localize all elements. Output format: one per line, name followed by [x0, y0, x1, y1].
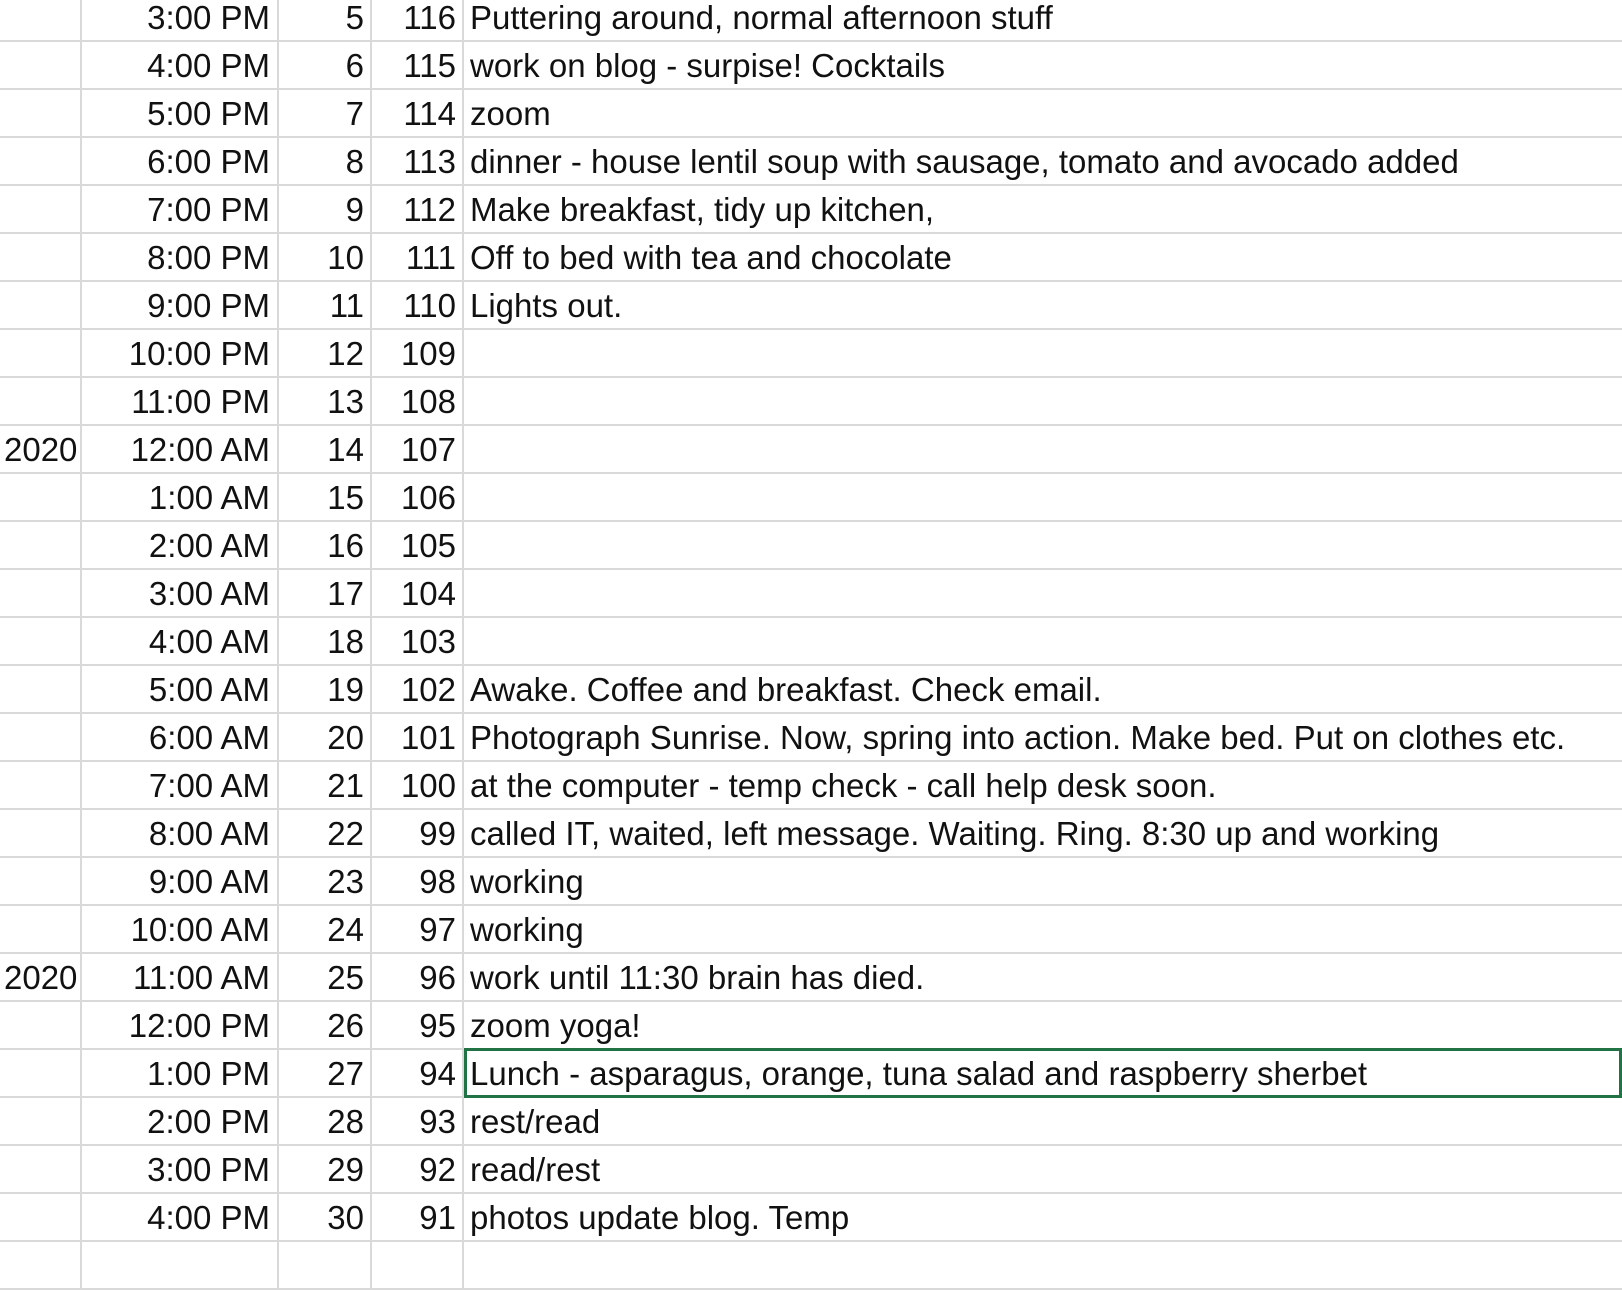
time-cell[interactable]: 5:00 AM	[82, 666, 279, 712]
year-cell[interactable]	[0, 570, 82, 616]
time-cell[interactable]: 4:00 PM	[82, 1194, 279, 1240]
time-cell[interactable]: 12:00 AM	[82, 426, 279, 472]
countdown-cell[interactable]: 101	[372, 714, 464, 760]
table-row	[0, 282, 1622, 330]
count-cell[interactable]: 10	[279, 234, 372, 280]
year-cell[interactable]	[0, 666, 82, 712]
table-row	[0, 1002, 1622, 1050]
time-cell[interactable]: 11:00 AM	[82, 954, 279, 1000]
countdown-cell[interactable]: 111	[372, 234, 464, 280]
year-cell[interactable]	[0, 522, 82, 568]
time-cell[interactable]: 6:00 PM	[82, 138, 279, 184]
table-row	[0, 378, 1622, 426]
count-cell[interactable]: 22	[279, 810, 372, 856]
year-cell[interactable]	[0, 0, 82, 40]
time-cell[interactable]: 4:00 PM	[82, 42, 279, 88]
note-cell[interactable]	[464, 1242, 1622, 1288]
count-cell[interactable]: 26	[279, 1002, 372, 1048]
table-row	[0, 1242, 1622, 1290]
year-cell[interactable]	[0, 42, 82, 88]
count-cell[interactable]: 21	[279, 762, 372, 808]
count-cell[interactable]: 11	[279, 282, 372, 328]
year-cell[interactable]	[0, 858, 82, 904]
table-row	[0, 0, 1622, 42]
count-cell[interactable]: 28	[279, 1098, 372, 1144]
time-cell[interactable]: 5:00 PM	[82, 90, 279, 136]
countdown-cell[interactable]: 103	[372, 618, 464, 664]
table-row	[0, 1098, 1622, 1146]
table-row	[0, 138, 1622, 186]
count-cell[interactable]: 30	[279, 1194, 372, 1240]
table-row	[0, 762, 1622, 810]
time-cell[interactable]: 12:00 PM	[82, 1002, 279, 1048]
countdown-cell[interactable]: 97	[372, 906, 464, 952]
table-row	[0, 714, 1622, 762]
note-cell[interactable]: read/rest	[470, 1151, 601, 1188]
count-cell[interactable]: 8	[279, 138, 372, 184]
note-cell[interactable]: dinner - house lentil soup with sausage, tomato and avocado added	[470, 143, 1459, 180]
year-cell[interactable]	[0, 906, 82, 952]
time-cell[interactable]: 9:00 PM	[82, 282, 279, 328]
count-cell[interactable]: 23	[279, 858, 372, 904]
time-cell[interactable]: 6:00 AM	[82, 714, 279, 760]
count-cell[interactable]: 29	[279, 1146, 372, 1192]
time-cell[interactable]	[82, 1242, 279, 1288]
note-cell[interactable]: working	[470, 863, 584, 900]
countdown-cell[interactable]: 96	[372, 954, 464, 1000]
count-cell[interactable]: 20	[279, 714, 372, 760]
count-cell[interactable]: 6	[279, 42, 372, 88]
note-cell[interactable]: working	[470, 911, 584, 948]
table-row	[0, 522, 1622, 570]
countdown-cell[interactable]: 115	[372, 42, 464, 88]
note-cell[interactable]: Puttering around, normal afternoon stuff	[470, 0, 1053, 36]
note-cell[interactable]	[464, 522, 1622, 568]
count-cell[interactable]	[279, 1242, 372, 1288]
table-row	[0, 330, 1622, 378]
year-cell[interactable]	[0, 474, 82, 520]
year-cell[interactable]	[0, 1194, 82, 1240]
count-cell[interactable]: 7	[279, 90, 372, 136]
year-cell[interactable]	[0, 810, 82, 856]
note-cell[interactable]: zoom yoga!	[470, 1007, 641, 1044]
time-cell[interactable]: 7:00 PM	[82, 186, 279, 232]
year-cell[interactable]: 2020	[0, 426, 82, 472]
year-cell[interactable]	[0, 618, 82, 664]
time-cell[interactable]: 1:00 PM	[82, 1050, 279, 1096]
time-cell[interactable]: 4:00 AM	[82, 618, 279, 664]
time-cell[interactable]: 1:00 AM	[82, 474, 279, 520]
countdown-cell[interactable]: 98	[372, 858, 464, 904]
countdown-cell[interactable]: 109	[372, 330, 464, 376]
count-cell[interactable]: 5	[279, 0, 372, 40]
table-row	[0, 954, 1622, 1002]
year-cell[interactable]	[0, 186, 82, 232]
countdown-cell[interactable]: 105	[372, 522, 464, 568]
countdown-cell[interactable]	[372, 1242, 464, 1288]
table-row	[0, 186, 1622, 234]
note-cell[interactable]: Make breakfast, tidy up kitchen,	[470, 191, 935, 228]
note-cell[interactable]	[464, 426, 1622, 472]
note-cell[interactable]: at the computer - temp check - call help desk soon.	[470, 767, 1217, 804]
count-cell[interactable]: 24	[279, 906, 372, 952]
table-row	[0, 810, 1622, 858]
time-cell[interactable]: 10:00 AM	[82, 906, 279, 952]
note-cell[interactable]: photos update blog. Temp	[470, 1199, 850, 1236]
note-cell[interactable]: Awake. Coffee and breakfast. Check email.	[470, 671, 1102, 708]
year-cell[interactable]	[0, 282, 82, 328]
table-row	[0, 90, 1622, 138]
count-cell[interactable]: 27	[279, 1050, 372, 1096]
count-cell[interactable]: 17	[279, 570, 372, 616]
countdown-cell[interactable]: 100	[372, 762, 464, 808]
note-cell[interactable]: Lunch - asparagus, orange, tuna salad and raspberry sherbet	[470, 1055, 1368, 1092]
countdown-cell[interactable]: 102	[372, 666, 464, 712]
count-cell[interactable]: 16	[279, 522, 372, 568]
year-cell[interactable]	[0, 1242, 82, 1288]
time-cell[interactable]: 9:00 AM	[82, 858, 279, 904]
count-cell[interactable]: 15	[279, 474, 372, 520]
year-cell[interactable]	[0, 714, 82, 760]
table-row	[0, 1146, 1622, 1194]
table-row	[0, 570, 1622, 618]
countdown-cell[interactable]: 106	[372, 474, 464, 520]
note-cell[interactable]: zoom	[470, 95, 551, 132]
table-row	[0, 474, 1622, 522]
note-cell[interactable]	[464, 618, 1622, 664]
countdown-cell[interactable]: 112	[372, 186, 464, 232]
countdown-cell[interactable]: 104	[372, 570, 464, 616]
count-cell[interactable]: 9	[279, 186, 372, 232]
count-cell[interactable]: 12	[279, 330, 372, 376]
countdown-cell[interactable]: 113	[372, 138, 464, 184]
countdown-cell[interactable]: 99	[372, 810, 464, 856]
note-cell[interactable]	[464, 330, 1622, 376]
time-cell[interactable]: 2:00 PM	[82, 1098, 279, 1144]
count-cell[interactable]: 19	[279, 666, 372, 712]
table-row	[0, 858, 1622, 906]
countdown-cell[interactable]: 108	[372, 378, 464, 424]
count-cell[interactable]: 13	[279, 378, 372, 424]
table-row	[0, 666, 1622, 714]
countdown-cell[interactable]: 116	[372, 0, 464, 40]
count-cell[interactable]: 14	[279, 426, 372, 472]
note-cell[interactable]: Photograph Sunrise. Now, spring into action. Make bed. Put on clothes etc.	[470, 719, 1566, 756]
countdown-cell[interactable]: 95	[372, 1002, 464, 1048]
year-cell[interactable]	[0, 1002, 82, 1048]
countdown-cell[interactable]: 91	[372, 1194, 464, 1240]
table-row	[0, 906, 1622, 954]
table-row	[0, 1194, 1622, 1242]
countdown-cell[interactable]: 94	[372, 1050, 464, 1096]
note-cell[interactable]: called IT, waited, left message. Waiting. Ring. 8:30 up and working	[470, 815, 1440, 852]
time-cell[interactable]: 10:00 PM	[82, 330, 279, 376]
count-cell[interactable]: 18	[279, 618, 372, 664]
note-cell[interactable]: Off to bed with tea and chocolate	[470, 239, 952, 276]
countdown-cell[interactable]: 93	[372, 1098, 464, 1144]
table-row	[0, 234, 1622, 282]
table-row	[0, 426, 1622, 474]
time-cell[interactable]: 8:00 AM	[82, 810, 279, 856]
note-cell[interactable]	[464, 570, 1622, 616]
countdown-cell[interactable]: 110	[372, 282, 464, 328]
countdown-cell[interactable]: 107	[372, 426, 464, 472]
table-row	[0, 1050, 1622, 1098]
year-cell[interactable]	[0, 330, 82, 376]
note-cell[interactable]: work until 11:30 brain has died.	[470, 959, 925, 996]
note-cell[interactable]: rest/read	[470, 1103, 601, 1140]
year-cell[interactable]	[0, 1146, 82, 1192]
note-cell[interactable]	[464, 378, 1622, 424]
countdown-cell[interactable]: 114	[372, 90, 464, 136]
time-cell[interactable]: 3:00 PM	[82, 0, 279, 40]
time-cell[interactable]: 3:00 AM	[82, 570, 279, 616]
year-cell[interactable]	[0, 1050, 82, 1096]
year-cell[interactable]	[0, 90, 82, 136]
time-cell[interactable]: 3:00 PM	[82, 1146, 279, 1192]
year-cell[interactable]	[0, 378, 82, 424]
count-cell[interactable]: 25	[279, 954, 372, 1000]
time-cell[interactable]: 7:00 AM	[82, 762, 279, 808]
table-row	[0, 42, 1622, 90]
year-cell[interactable]: 2020	[0, 954, 82, 1000]
note-cell[interactable]	[464, 474, 1622, 520]
note-cell[interactable]: Lights out.	[470, 287, 623, 324]
note-cell[interactable]: work on blog - surpise! Cocktails	[470, 47, 946, 84]
time-cell[interactable]: 2:00 AM	[82, 522, 279, 568]
table-row	[0, 618, 1622, 666]
year-cell[interactable]	[0, 138, 82, 184]
time-cell[interactable]: 8:00 PM	[82, 234, 279, 280]
countdown-cell[interactable]: 92	[372, 1146, 464, 1192]
year-cell[interactable]	[0, 762, 82, 808]
year-cell[interactable]	[0, 234, 82, 280]
time-cell[interactable]: 11:00 PM	[82, 378, 279, 424]
year-cell[interactable]	[0, 1098, 82, 1144]
